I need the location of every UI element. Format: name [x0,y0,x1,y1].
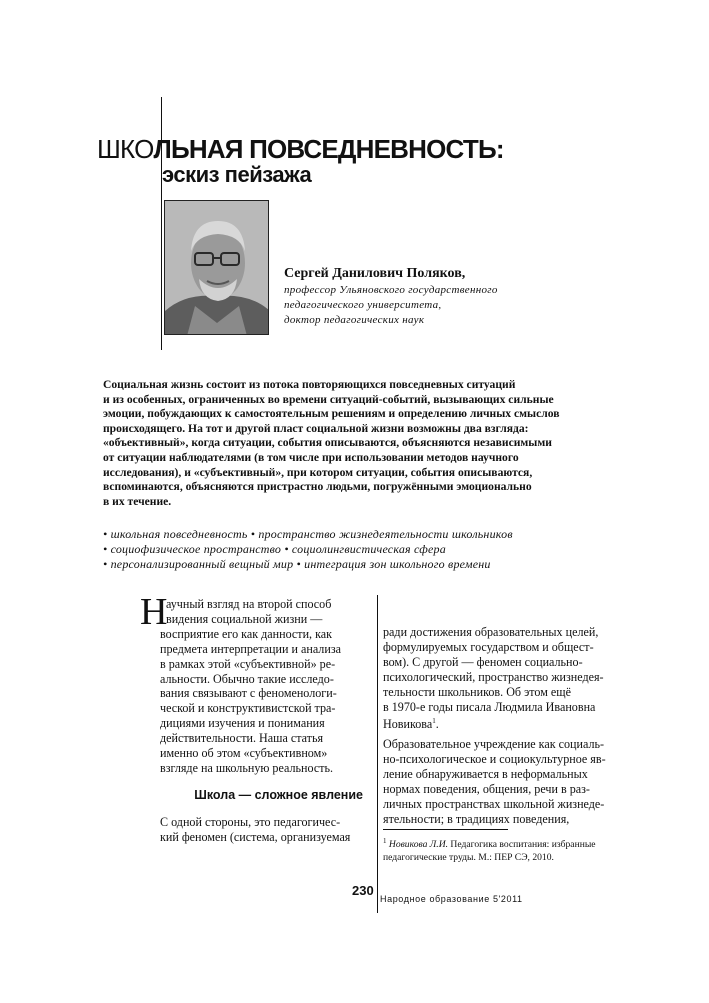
body-line: нормах поведения, общения, речи в раз- [383,781,590,796]
body-line: Новикова$^1$. [383,717,439,732]
body-line: в рамках этой «субъективной» ре- [160,656,336,671]
author-portrait-image [165,201,269,335]
abstract-line: в их течение. [103,494,172,508]
keywords [103,527,643,572]
body-line: С одной стороны, это педагогичес- [160,815,341,829]
body-line: восприятие его как данности, как [160,626,333,641]
body-line: вания связывают с феноменологи- [160,686,337,701]
keyword-line: • социофизическое пространство • социолингвистическая сфера [103,542,446,556]
body-line: но-психологическое и социокультурное яв- [383,751,606,766]
body-line: дициями изучения и понимания [160,716,325,731]
abstract-line: «объективный», когда ситуации, события описываются, объясняются независимыми [103,436,552,450]
abstract-line: исследования), и «субъективный», при котором ситуации, события описываются, [103,465,533,479]
body-line: в 1970-е годы писала Людмила Ивановна [383,699,596,714]
body-line: ление обнаруживается в неформальных [383,766,588,781]
author-name: Сергей Данилович Поляков, [284,266,466,281]
page-number: 230 [352,883,374,898]
section-heading: Школа — сложное явление [194,788,363,802]
body-line: формулируемых государством и общест- [383,639,594,654]
body-column-right-paragraph [383,737,623,826]
body-line: действительности. Наша статья [160,731,324,746]
body-line: альности. Обычно такие исследо- [160,671,334,686]
body-line: кий феномен (система, организуемая [160,829,351,844]
author-role: педагогического университета, [284,299,442,311]
article-title: ШКОЛЬНАЯ ПОВСЕДНЕВНОСТЬ: [97,134,504,164]
author-block [284,265,584,328]
footnote-line: $^1$ Новикова Л.И. Педагогика воспитания: избранные [383,837,596,851]
column-rule [377,595,378,913]
author-role: доктор педагогических наук [284,314,425,326]
abstract-line: от ситуации наблюдателями (в том числе при использовании методов научного [103,450,519,464]
body-line: аучный взгляд на второй способ [166,597,332,611]
body-line: взгляде на школьную реальность. [160,760,334,775]
body-line: именно об этом «субъективном» [160,746,328,761]
body-line: ятельности; в традициях поведения, [383,811,570,826]
abstract-line: Социальная жизнь состоит из потока повторяющихся повседневных ситуаций [103,378,516,391]
body-line: тельности школьников. Об этом ещё [383,684,571,699]
article-subtitle: эскиз пейзажа [162,162,312,187]
body-line: вом). С другой — феномен социально- [383,654,583,669]
body-column-left-continued [160,815,363,845]
body-line: Образовательное учреждение как социаль- [383,737,605,751]
author-role: профессор Ульяновского государственного [284,284,498,296]
abstract-line: и из особенных, ограниченных во времени ситуаций-событий, вызывающих сильные [103,392,554,406]
footnote-ref[interactable]: 1 [432,717,436,726]
abstract-line: вспоминаются, объясняются пристрастно людьми, погружёнными эмоционально [103,480,532,494]
body-line: психологический, пространство жизнедея- [383,669,604,684]
abstract [103,378,615,509]
footnote [383,835,628,864]
body-line: ческой и конструктивистской тра- [160,701,336,716]
body-line: ради достижения образовательных целей, [383,625,599,639]
footnote-divider [383,829,508,830]
journal-name: Народное образование 5'2011 [380,894,523,904]
abstract-line: происходящего. На тот и другой пласт социальной жизни возможны два взгляда: [103,421,529,435]
body-line: личных пространствах школьной жизнеде- [383,796,605,811]
drop-cap: Н [140,591,168,633]
author-photo [164,200,269,335]
body-column-left [160,597,363,776]
footnote-line: педагогические труды. М.: ПЕР СЭ, 2010. [383,852,554,864]
body-column-right [383,625,623,732]
keyword-line: • школьная повседневность • пространство жизнедеятельности школьников [103,527,513,541]
body-line: видения социальной жизни — [166,611,323,626]
abstract-line: эмоции, побуждающих к самостоятельным решениям и определению личных смыслов [103,407,560,421]
keyword-line: • персонализированный вещный мир • интеграция зон школьного времени [103,557,491,571]
body-line: предмета интерпретации и анализа [160,641,341,656]
